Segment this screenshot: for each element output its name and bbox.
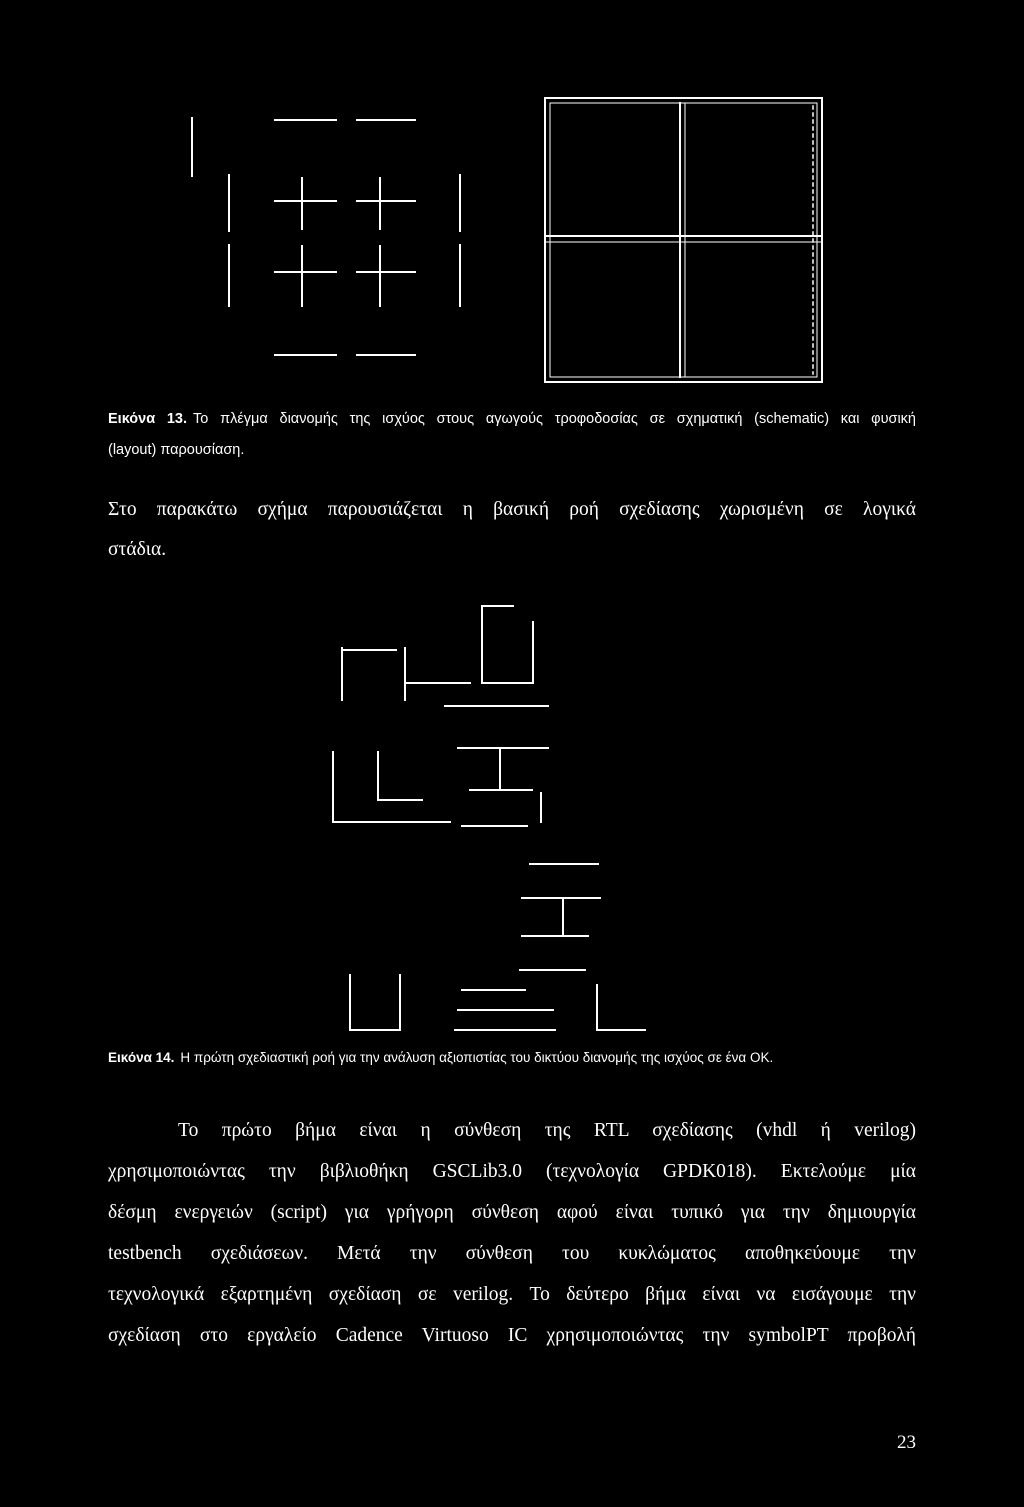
paragraph-line: τεχνολογικά εξαρτημένη σχεδίαση σε verilog. Το δεύτερο βήμα είναι να εισάγουμε την — [108, 1284, 916, 1305]
figure-13-power-grid — [170, 88, 840, 393]
body-paragraph — [108, 1110, 916, 1356]
caption-line — [108, 404, 916, 435]
layout-power-grid — [545, 98, 822, 382]
paragraph-line: σχεδίαση στο εργαλείο Cadence Virtuoso IC χρησιμοποιώντας την symbolPT προβολή — [108, 1325, 916, 1346]
caption-line: (layout) παρουσίαση. — [108, 442, 245, 458]
flow-stage-bottom — [350, 975, 645, 1030]
page-number: 23 — [897, 1432, 916, 1453]
figure-14-design-flow — [320, 595, 660, 1040]
flow-stage-middle — [333, 748, 548, 826]
paragraph-line: Στο παρακάτω σχήμα παρουσιάζεται η βασική ροή σχεδίασης χωρισμένη σε λογικά — [108, 499, 916, 520]
paragraph-line: χρησιμοποιώντας την βιβλιοθήκη GSCLib3.0 (τεχνολογία GPDK018). Εκτελούμε μία — [108, 1161, 916, 1182]
intro-paragraph — [108, 490, 916, 570]
paragraph-line: Το πρώτο βήμα είναι η σύνθεση της RTL σχεδίασης (vhdl ή verilog) — [178, 1120, 916, 1141]
caption-text: Η πρώτη σχεδιαστική ροή για την ανάλυση αξιοπιστίας του δικτύου διανομής της ισχύος σε ένα ΟΚ. — [180, 1050, 774, 1065]
paragraph-line: testbench σχεδιάσεων. Μετά την σύνθεση του κυκλώματος αποθηκεύουμε την — [108, 1243, 916, 1264]
figure-13-caption — [108, 404, 916, 466]
flow-stage-top — [342, 606, 548, 706]
layout-outer-ring — [545, 98, 822, 382]
layout-inner-ring — [550, 103, 817, 377]
caption-text: Το πλέγμα διανομής της ισχύος στους αγωγούς τροφοδοσίας σε σχηματική (schematic) και φυσική — [193, 411, 916, 427]
caption-label: Εικόνα 13. — [108, 411, 188, 427]
caption-label: Εικόνα 14. — [108, 1050, 175, 1065]
figure-14-caption — [108, 1048, 916, 1068]
paragraph-line: δέσμη ενεργειών (script) για γρήγορη σύνθεση αφού είναι τυπικό για την δημιουργία — [108, 1202, 916, 1223]
schematic-power-grid — [192, 118, 460, 355]
flow-stage-lower — [520, 864, 600, 970]
paragraph-line: στάδια. — [108, 539, 167, 560]
